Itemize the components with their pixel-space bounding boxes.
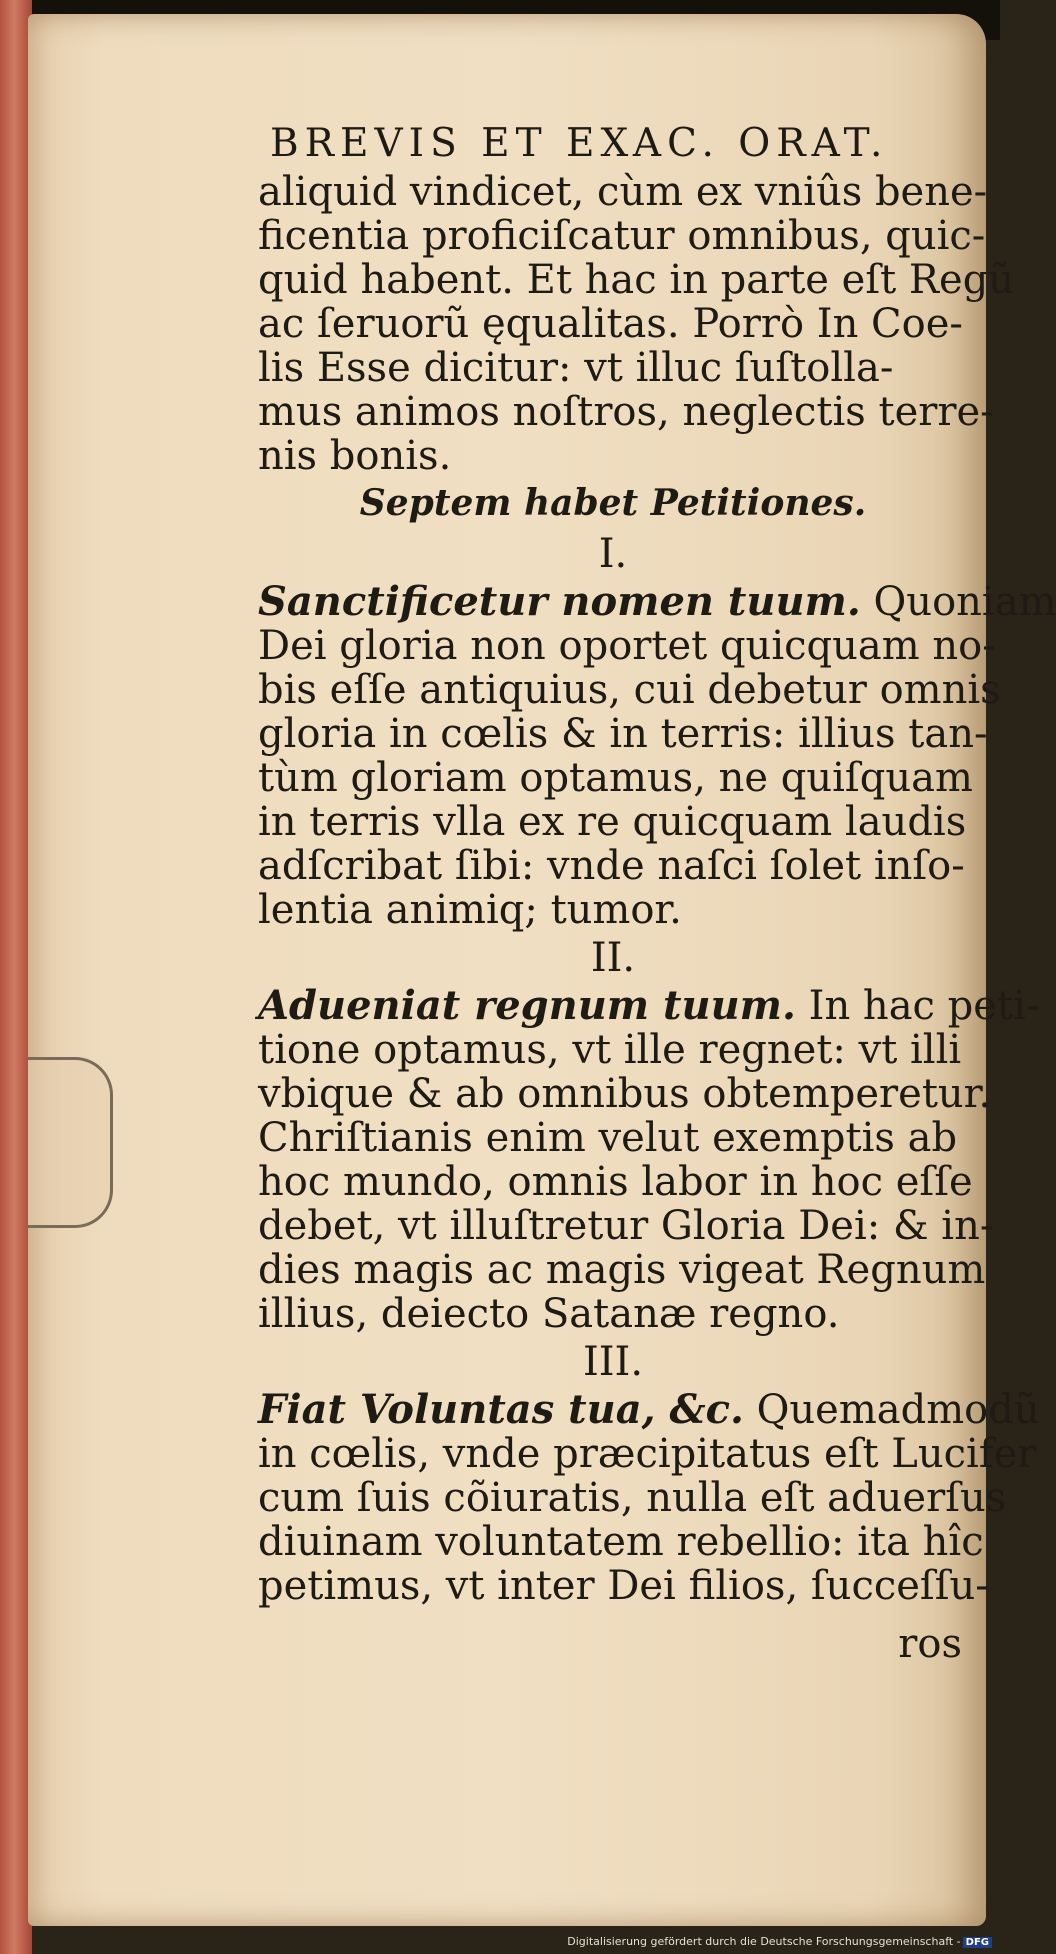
text-line: in cœlis, vnde præcipitatus eſt Lucifer [258,1431,1037,1477]
petition-2 [258,982,1040,1337]
text-span: In hac peti- [795,983,1040,1029]
text-line: ac ſeruorũ ęqualitas. Porrò In Coe- [258,301,963,347]
text-line: ficentia proficiſcatur omnibus, quic- [258,213,986,259]
text-line: tùm gloriam optamus, ne quiſquam [258,755,973,801]
text-line: vbique & ab omnibus obtemperetur. [258,1071,992,1117]
running-header: BREVIS ET EXAC. ORAT. [270,121,889,166]
text-span: Quemadmodũ [743,1387,1040,1433]
text-line: illius, deiecto Satanæ regno. [258,1291,840,1337]
spacer [258,1608,968,1622]
text-line: lis Esse dicitur: vt illuc ſuſtolla- [258,345,894,391]
text-line: adſcribat ſibi: vnde naſci ſolet inſo- [258,843,965,889]
credit-text: Digitalisierung gefördert durch die Deutsche Forschungsgemeinschaft - [567,1935,961,1948]
text-line: hoc mundo, omnis labor in hoc eſſe [258,1159,973,1205]
text-line: tione optamus, vt ille regnet: vt illi [258,1027,962,1073]
text-line [258,982,1040,1029]
text-line: cum ſuis cõiuratis, nulla eſt aduerſus [258,1475,1007,1521]
text-line: bis eſſe antiquius, cui debetur omnis [258,667,1001,713]
text-line: aliquid vindicet, cùm ex vniûs bene- [258,169,988,215]
dfg-logo: DFG [963,1937,992,1948]
petition-incipit: Sanctificetur nomen tuum. [258,578,861,625]
petition-numeral-3: III. [582,1339,644,1385]
text-line: mus animos noſtros, neglectis terre- [258,389,994,435]
text-line: lentia animiq; tumor. [258,887,682,933]
text-line: dies magis ac magis vigeat Regnum [258,1247,986,1293]
petition-numeral-2: II. [590,935,636,981]
page-clip [28,1057,113,1228]
text-line: Dei gloria non oportet quicquam no- [258,623,996,669]
petition-incipit: Adueniat regnum tuum. [258,982,796,1029]
text-line: diuinam voluntatem rebellio: ita hîc [258,1519,984,1565]
petition-1 [258,578,1056,933]
section-subheading: Septem habet Petitiones. [359,482,867,524]
text-line: petimus, vt inter Dei filios, ſucceſſu- [258,1563,989,1609]
text-line: gloria in cœlis & in terris: illius tan- [258,711,988,757]
text-line: Chriſtianis enim velut exemptis ab [258,1115,958,1161]
text-line [258,1386,1040,1433]
petition-numeral-1: I. [598,531,628,577]
petition-incipit: Fiat Voluntas tua, &c. [258,1386,744,1433]
opening-paragraph [258,169,1015,479]
text-line: in terris vlla ex re quicquam laudis [258,799,967,845]
text-span: Quoniam [860,579,1056,625]
text-line: quid habent. Et hac in parte eſt Regũ [258,257,1015,303]
petition-3 [258,1386,1040,1609]
catchword: ros [898,1621,962,1667]
text-line: nis bonis. [258,433,452,479]
digitization-credit [567,1935,992,1948]
page-text [258,118,1056,1667]
text-line: debet, vt illuſtretur Gloria Dei: & in- [258,1203,994,1249]
text-line [258,578,1056,625]
